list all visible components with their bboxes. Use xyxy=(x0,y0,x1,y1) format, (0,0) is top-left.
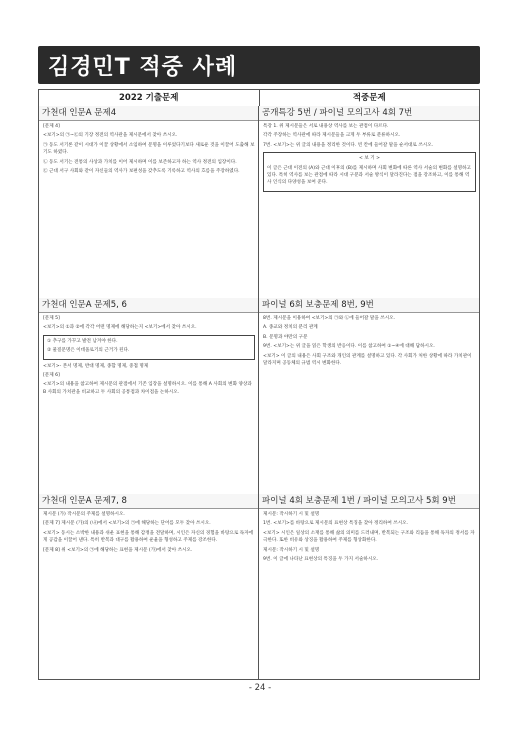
comparison-table xyxy=(38,89,480,680)
row-content-right xyxy=(263,511,476,676)
example-box xyxy=(43,335,255,360)
page-number: - 24 - xyxy=(248,683,272,693)
title-banner xyxy=(38,46,480,84)
text-line: 9번. <보기>는 위 글을 읽은 학생의 반응이다. 이를 참고하여 ①~④에 대해 답하시오. xyxy=(263,344,435,350)
text-line: 이 글은 근대 이전의 (A)와 근대 이후의 (B)를 제시하며 사회 변화에 따른 역사 서술의 변화를 설명하고 있다. 특히 역사를 보는 관점에 따라 시대 구분과 서술 방식이 달라진다는 점을 강조하고, 이를 통해 역사 인식의 다양성을 보여 준다. xyxy=(267,165,473,186)
header-right: 적중문제 xyxy=(352,93,386,103)
row-label-left: 가천대 인문A 문제5, 6 xyxy=(39,298,258,313)
text-line: ② 물질문명은 이데올로기의 근거가 된다. xyxy=(47,348,130,354)
text-line: ㉠ 동도 서기론 같이 시대가 이끌 상황에서 소임하여 문명을 이루었다기보다 새로운 것을 이끌어 도출해 보기도 하였다. xyxy=(43,142,255,156)
table-header xyxy=(39,90,479,107)
text-line: <보기>의 ㉠~㉢의 기장 정전의 역사관을 제시문에서 찾아 쓰시오. xyxy=(43,133,178,139)
row-label-right: 파이널 6회 보충문제 8번, 9번 xyxy=(259,298,479,313)
row-label-right: 파이널 4회 보충문제 1번 / 파이널 모의고사 5회 9번 xyxy=(259,494,479,509)
row-content-left xyxy=(43,123,255,295)
text-line: <보기>- 본서 명제, 반대 명제, 종합 명제, 중첩 명제 xyxy=(43,363,149,369)
text-line: <보기> 이 글의 내용은 사회 구조와 개인의 관계를 설명하고 있다. 각 사회가 처한 상황에 따라 가치관이 달라지며 공동체의 규범 역시 변화한다. xyxy=(263,353,474,367)
table-row xyxy=(39,106,479,299)
header-left: 2022 기출문제 xyxy=(39,90,260,106)
text-line: [문제 6] xyxy=(43,373,60,379)
text-line: ① 추구를 가꾸고 발전 남겨야 한다. xyxy=(47,338,118,344)
row-content-left xyxy=(43,511,255,676)
text-line: [문제 4] xyxy=(43,124,60,129)
text-line: [문제 5] xyxy=(43,316,60,321)
text-line: 8번. 제시문을 이용하여 <보기>의 ㉠와 ㉡에 들어갈 말을 쓰시오. xyxy=(263,316,396,321)
text-line: [문제 8] 위 <보기>의 ㉠에 해당하는 표현을 제시문 (가)에서 찾아 쓰시오. xyxy=(43,547,193,553)
text-line: 7번. <보기>는 위 글의 내용을 정리한 것이다. 빈 칸에 들어갈 말을 순서대로 쓰시오. xyxy=(263,142,434,148)
row-label-right: 공개특강 5번 / 파이널 모의고사 4회 7번 xyxy=(259,106,479,121)
text-line: ㉢ 근대 서구 사회와 같이 자신들의 역사가 보편성을 갖추도록 기록하고 역사의 흐름을 주장하였다. xyxy=(43,169,240,175)
example-box xyxy=(263,152,476,192)
row-label-left: 가천대 인문A 문제4 xyxy=(39,106,258,121)
text-line: 1번. <보기>를 바탕으로 제시문의 표현상 특징을 찾아 정리하여 쓰시오. xyxy=(263,521,409,527)
text-line: <보기>의 ①과 ②에 각각 어떤 명제에 해당하는지 <보기>에서 찾아 쓰시오. xyxy=(43,325,197,331)
row-content-left xyxy=(43,315,255,491)
row-content-right xyxy=(263,315,476,491)
table-row xyxy=(39,298,479,495)
text-line: 제시문: 작시하기 시 및 설명 xyxy=(263,512,320,517)
text-line: 제시문 (가) 작시문의 주제를 설명하시오. xyxy=(43,512,125,517)
text-line: 각각 주장하는 역사관에 따라 제시문들을 크게 두 부류로 분류하시오. xyxy=(263,133,401,139)
text-line: B. 문명과 야만의 구분 xyxy=(263,334,308,340)
row-label-left: 가천대 인문A 문제7, 8 xyxy=(39,494,258,509)
text-line: ㉡ 동도 서기는 전통의 사상과 가치를 이어 제시하며 이를 보존하고자 하는 역사 정전의 입장이다. xyxy=(43,159,237,165)
row-content-right xyxy=(263,123,476,295)
text-line: 특강 1. 위 제시문들은 서로 내용상 역사를 보는 관점이 다르다. xyxy=(263,124,389,129)
text-line: <보기> 동시는 소박한 내용과 쉬운 표현을 통해 감정을 전달하며, 시인은 자신의 경험을 바탕으로 독자에게 공감을 이끌어 낸다. 특히 반복과 대구를 활용하여 운율을 형성하고 주제를 강조한다. xyxy=(43,530,254,544)
text-line: 9번. 이 글에 나타난 표현상의 특징을 두 가지 서술하시오. xyxy=(263,557,379,563)
box-title: < 보 기 > xyxy=(359,156,380,162)
page-title: 김경민T 적중 사례 xyxy=(48,55,238,80)
text-line: 제시문: 작시하기 시 및 설명 xyxy=(263,547,320,553)
table-row xyxy=(39,494,479,679)
text-line: <보기>의 내용을 참고하여 제시문의 관점에서 기존 입장을 설명하시오. 이를 통해 A 사회의 변화 양상과 B 사회의 가치관을 비교하고 두 사회의 공통점과 차이점을 논하시오. xyxy=(43,382,254,395)
text-line: [문제 7] 제시문 (가)의 (나)에서 <보기>의 ㉠에 해당하는 단어를 모두 찾아 쓰시오. xyxy=(43,521,211,527)
text-line: <보기> 시인은 일상의 소재를 통해 삶의 의미를 드러내며, 반복되는 구조와 리듬을 통해 독자의 정서를 자극한다. 또한 비유와 상징을 활용하여 주제를 형상화한다. xyxy=(263,530,475,544)
text-line: A. 종교와 정치의 분리 관계 xyxy=(263,325,318,331)
